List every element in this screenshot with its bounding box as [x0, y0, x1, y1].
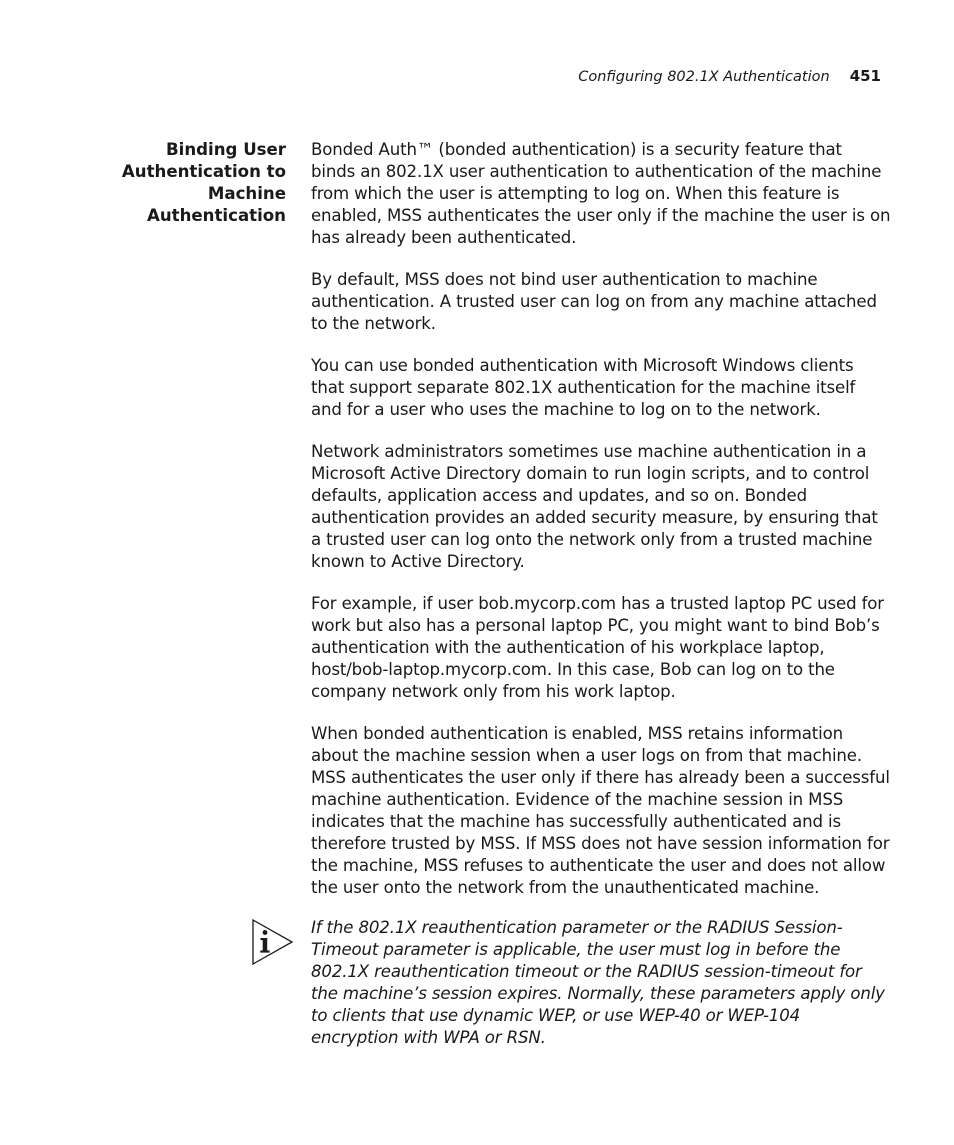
body-paragraph: You can use bonded authentication with Microsoft Windows clients that support separate 802.1X authentication for the machine itself and for a user who uses the machine to log on to the network. — [311, 356, 856, 419]
body-paragraph: Network administrators sometimes use machine authentication in a Microsoft Active Directory domain to run login scripts, and to control defaults, application access and updates, and so on. Bonded authentication provides an added security measure, by ensuring that a trusted user can log onto the network only from a trusted machine known to Active Directory. — [311, 442, 878, 571]
info-note-icon — [252, 919, 294, 965]
section-heading-line: Authentication — [147, 206, 286, 225]
section-heading — [90, 139, 286, 227]
running-header — [0, 66, 881, 87]
body-paragraph: When bonded authentication is enabled, MSS retains information about the machine session when a user logs on from that machine. MSS authenticates the user only if there has already been a successful machine authentication. Evidence of the machine session in MSS indicates that the machine has successfully authenticated and is therefore trusted by MSS. If MSS does not have session information for the machine, MSS refuses to authenticate the user and does not allow the user onto the network from the unauthenticated machine. — [311, 724, 890, 897]
body-paragraph: Bonded Auth™ (bonded authentication) is a security feature that binds an 802.1X user authentication to authentication of the machine from which the user is attempting to log on. When this feature is enabled, MSS authenticates the user only if the machine the user is on has already been authenticated. — [311, 140, 891, 247]
body-paragraph: By default, MSS does not bind user authentication to machine authentication. A trusted user can log on from any machine attached to the network. — [311, 270, 877, 333]
page-number: 451 — [849, 67, 881, 85]
section-heading-line: Authentication to — [121, 162, 286, 181]
section-heading-line: Machine — [207, 184, 286, 203]
body-text — [311, 139, 891, 919]
body-paragraph: For example, if user bob.mycorp.com has a trusted laptop PC used for work but also has a personal laptop PC, you might want to bind Bob’s authentication with the authentication of his workplace laptop, host/bob-laptop.mycorp.com. In this case, Bob can log on to the company network only from his work laptop. — [311, 594, 884, 701]
note-text: If the 802.1X reauthentication parameter or the RADIUS Session-Timeout parameter is applicable, the user must log in before the 802.1X reauthentication timeout or the RADIUS session-timeout for the machine’s session expires. Normally, these parameters apply only to clients that use dynamic WEP, or use WEP-40 or WEP-104 encryption with WPA or RSN. — [311, 918, 885, 1047]
header-section-name: Configuring 802.1X Authentication — [578, 69, 830, 85]
section-heading-line: Binding User — [166, 140, 286, 159]
